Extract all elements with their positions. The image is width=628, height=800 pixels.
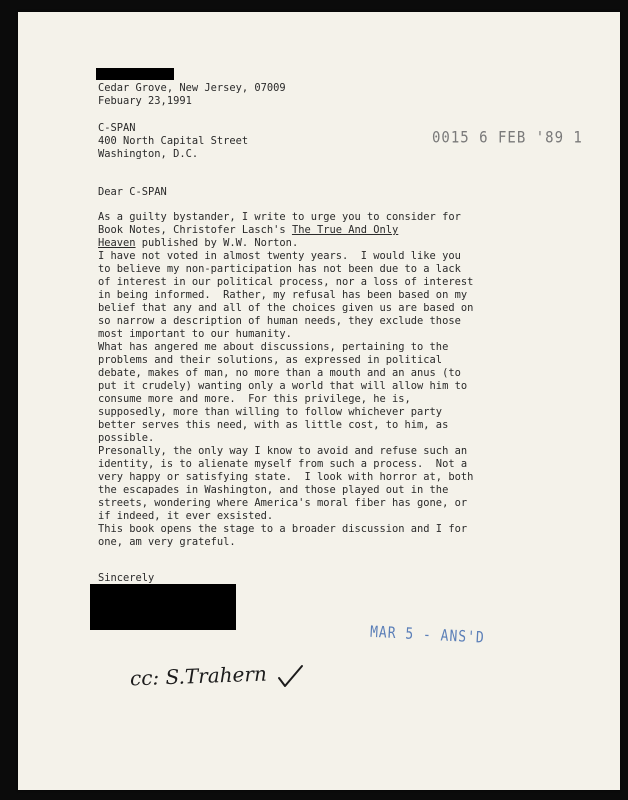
letter-page: [18, 12, 620, 790]
paragraph-2-line: so narrow a description of human needs, they exclude those: [98, 315, 461, 327]
paragraph-4-line: streets, wondering where America's moral fiber has gone, or: [98, 497, 468, 509]
recipient-street: 400 North Capital Street: [98, 135, 249, 147]
book-title-part-2: Heaven: [98, 237, 136, 249]
paragraph-1-line-1: As a guilty bystander, I write to urge you to consider for: [98, 211, 461, 223]
paragraph-2-line: in being informed. Rather, my refusal has been based on my: [98, 289, 468, 301]
closing: Sincerely: [98, 572, 155, 584]
paragraph-4-line: very happy or satisfying state. I look with horror at, both: [98, 471, 474, 483]
paragraph-1-line-3-suffix: published by W.W. Norton.: [135, 237, 299, 249]
paragraph-5-line: This book opens the stage to a broader discussion and I for: [98, 523, 468, 535]
paragraph-5-line: one, am very grateful.: [98, 536, 236, 548]
paragraph-2-line: most important to our humanity.: [98, 328, 292, 340]
recipient-name: C-SPAN: [98, 122, 136, 134]
paragraph-2-line: of interest in our political process, nor a loss of interest: [98, 276, 474, 288]
check-mark-icon: [276, 664, 304, 690]
paragraph-2-line: to believe my non-participation has not been due to a lack: [98, 263, 461, 275]
handwritten-cc-note: cc: S.Trahern: [129, 661, 268, 691]
paragraph-1-line-3: [98, 237, 298, 250]
paragraph-3-line: better serves this need, with as little cost, to him, as: [98, 419, 449, 431]
paragraph-3-line: debate, makes of man, no more than a mouth and an anus (to: [98, 367, 461, 379]
redacted-signature: [90, 584, 236, 630]
paragraph-3-line: problems and their solutions, as expressed in political: [98, 354, 443, 366]
book-title-part-1: The True And Only: [291, 224, 399, 236]
paragraph-1-line-2-prefix: Book Notes, Christofer Lasch's: [98, 224, 292, 236]
answered-stamp: MAR 5 - ANS'D: [369, 623, 486, 648]
recipient-city: Washington, D.C.: [98, 148, 199, 160]
sender-address: Cedar Grove, New Jersey, 07009: [98, 82, 286, 94]
paragraph-3-line: possible.: [98, 432, 155, 444]
paragraph-2-line: belief that any and all of the choices given us are based on: [98, 302, 474, 314]
paragraph-4-line: Presonally, the only way I know to avoid and refuse such an: [98, 445, 468, 457]
redacted-sender-name: [96, 68, 174, 80]
paragraph-3-line: put it crudely) wanting only a world that will allow him to: [98, 380, 468, 392]
paragraph-3-line: consume more and more. For this privilege, he is,: [98, 393, 411, 405]
paragraph-3-line: What has angered me about discussions, pertaining to the: [98, 341, 449, 353]
received-date-stamp: 0015 6 FEB '89 1: [432, 128, 583, 148]
paragraph-1-line-2: [98, 224, 398, 237]
paragraph-4-line: the escapades in Washington, and those played out in the: [98, 484, 449, 496]
paragraph-4-line: identity, is to alienate myself from such a process. Not a: [98, 458, 468, 470]
letter-date: Febuary 23,1991: [98, 95, 192, 107]
paragraph-2-line: I have not voted in almost twenty years. I would like you: [98, 250, 461, 262]
check-mark-stroke: [279, 666, 302, 686]
paragraph-4-line: if indeed, it ever exsisted.: [98, 510, 274, 522]
paragraph-3-line: supposedly, more than willing to follow whichever party: [98, 406, 443, 418]
salutation: Dear C-SPAN: [98, 186, 167, 198]
